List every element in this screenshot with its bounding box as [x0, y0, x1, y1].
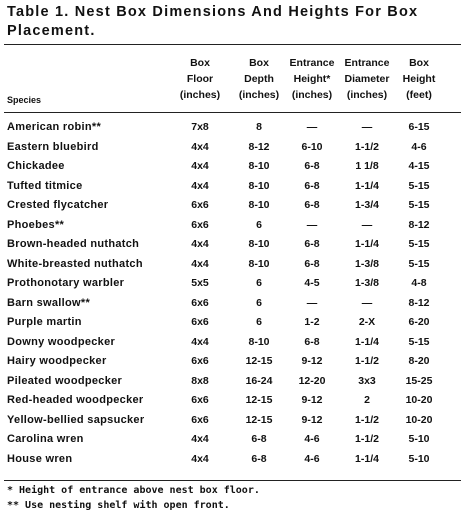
- cell-species: Pileated woodpecker: [7, 374, 123, 387]
- cell-floor: 6x6: [191, 296, 209, 309]
- cell-entrance-height: 4-6: [304, 433, 320, 445]
- cell-species: Crested flycatcher: [7, 199, 109, 211]
- cell-floor: 8x8: [191, 374, 209, 387]
- header-floor-line1: Box: [190, 57, 210, 69]
- table-row: [0, 371, 465, 391]
- cell-entrance-height: 4-6: [304, 452, 320, 465]
- header-box-height-line1: Box: [409, 57, 429, 69]
- table-row: [0, 176, 465, 196]
- cell-box-height: 10-20: [405, 394, 433, 406]
- cell-box-height: 4-6: [411, 140, 427, 153]
- cell-entrance-diameter: —: [361, 296, 373, 309]
- header-floor: [176, 55, 224, 103]
- table-row: [0, 390, 465, 410]
- table-row: [0, 156, 465, 176]
- header-depth-line3: (inches): [238, 89, 280, 101]
- cell-species: Downy woodpecker: [7, 335, 116, 348]
- cell-box-height: 5-15: [408, 199, 430, 211]
- cell-entrance-diameter: 1-1/4: [355, 179, 379, 192]
- cell-box-height: 15-25: [405, 374, 433, 387]
- cell-box-height: 4-15: [408, 160, 430, 172]
- header-rule: [4, 112, 461, 113]
- cell-entrance-diameter: —: [361, 121, 373, 133]
- cell-entrance-height: —: [306, 218, 318, 231]
- cell-entrance-diameter: 1-1/4: [355, 335, 379, 348]
- cell-depth: 8-10: [248, 179, 270, 192]
- cell-entrance-diameter: 1-3/8: [355, 277, 379, 289]
- cell-depth: 8-10: [248, 199, 270, 211]
- cell-species: Hairy woodpecker: [7, 355, 107, 367]
- header-entrance-diameter: [340, 55, 394, 103]
- cell-entrance-height: 6-8: [304, 199, 320, 211]
- cell-entrance-diameter: 1-1/2: [355, 413, 379, 426]
- cell-box-height: 5-15: [408, 257, 430, 270]
- cell-floor: 4x4: [191, 140, 209, 153]
- cell-species: House wren: [7, 452, 73, 465]
- cell-entrance-diameter: 1-1/4: [355, 452, 379, 465]
- top-rule: [4, 44, 461, 45]
- cell-box-height: 5-15: [408, 179, 430, 192]
- cell-entrance-height: 12-20: [298, 374, 326, 387]
- table-row: [0, 332, 465, 352]
- header-box-height: [396, 55, 442, 103]
- bottom-rule: [4, 480, 461, 481]
- header-entrance-height: [286, 55, 338, 103]
- cell-floor: 6x6: [191, 316, 209, 328]
- cell-box-height: 5-10: [408, 433, 430, 445]
- header-entrance-diameter-line2: Diameter: [344, 73, 390, 85]
- cell-box-height: 8-12: [408, 296, 430, 309]
- cell-entrance-diameter: 3x3: [358, 374, 376, 387]
- cell-floor: 4x4: [191, 452, 209, 465]
- cell-floor: 6x6: [191, 355, 209, 367]
- cell-floor: 6x6: [191, 413, 209, 426]
- table-row: [0, 351, 465, 371]
- cell-floor: 4x4: [191, 335, 209, 348]
- cell-depth: 16-24: [245, 374, 273, 387]
- cell-depth: 6: [256, 316, 262, 328]
- cell-depth: 8-10: [248, 160, 270, 172]
- cell-entrance-height: —: [306, 121, 318, 133]
- header-entrance-height-line1: Entrance: [289, 57, 335, 69]
- header-floor-line3: (inches): [179, 89, 221, 101]
- cell-species: Prothonotary warbler: [7, 277, 125, 289]
- cell-entrance-height: 4-5: [304, 277, 320, 289]
- footnote-2: ** Use nesting shelf with open front.: [7, 500, 230, 511]
- table-row: [0, 449, 465, 469]
- cell-entrance-diameter: 1 1/8: [355, 160, 379, 172]
- cell-entrance-height: 6-8: [304, 335, 320, 348]
- cell-entrance-diameter: 2: [364, 394, 370, 406]
- cell-species: Phoebes**: [7, 218, 65, 231]
- header-species-label: Species: [7, 95, 42, 105]
- cell-floor: 6x6: [191, 218, 209, 231]
- cell-entrance-height: 6-8: [304, 257, 320, 270]
- cell-entrance-height: 9-12: [301, 413, 323, 426]
- cell-species: Purple martin: [7, 316, 82, 328]
- header-depth-line1: Box: [249, 57, 269, 69]
- cell-species: Chickadee: [7, 160, 65, 172]
- cell-entrance-height: —: [306, 296, 318, 309]
- footnote-1: * Height of entrance above nest box floor.: [7, 485, 260, 496]
- cell-depth: 12-15: [245, 413, 273, 426]
- cell-species: Tufted titmice: [7, 179, 83, 192]
- cell-box-height: 5-15: [408, 335, 430, 348]
- table-row: [0, 293, 465, 313]
- cell-entrance-height: 6-8: [304, 179, 320, 192]
- cell-species: Red-headed woodpecker: [7, 394, 144, 406]
- cell-entrance-diameter: 1-1/2: [355, 355, 379, 367]
- cell-box-height: 6-20: [408, 316, 430, 328]
- cell-entrance-height: 1-2: [304, 316, 320, 328]
- cell-floor: 5x5: [191, 277, 209, 289]
- cell-species: Brown-headed nuthatch: [7, 238, 140, 250]
- table-row: [0, 215, 465, 235]
- cell-depth: 6-8: [251, 433, 267, 445]
- cell-box-height: 4-8: [411, 277, 427, 289]
- table-row: [0, 410, 465, 430]
- cell-depth: 6: [256, 296, 262, 309]
- cell-entrance-height: 6-8: [304, 238, 320, 250]
- table-title: Table 1. Nest Box Dimensions And Heights For Box Placement.: [7, 4, 419, 39]
- cell-depth: 6-8: [251, 452, 267, 465]
- cell-entrance-diameter: 1-3/8: [355, 257, 379, 270]
- cell-entrance-diameter: 1-1/4: [355, 238, 379, 250]
- header-species: [7, 92, 41, 108]
- cell-entrance-diameter: —: [361, 218, 373, 231]
- cell-entrance-height: 9-12: [301, 355, 323, 367]
- header-entrance-diameter-line3: (inches): [346, 89, 388, 101]
- cell-box-height: 8-20: [408, 355, 430, 367]
- cell-box-height: 5-10: [408, 452, 430, 465]
- cell-floor: 4x4: [191, 179, 209, 192]
- table-row: [0, 117, 465, 137]
- cell-entrance-height: 6-8: [304, 160, 320, 172]
- cell-depth: 6: [256, 218, 262, 231]
- cell-species: White-breasted nuthatch: [7, 257, 143, 270]
- header-box-height-line3: (feet): [406, 89, 432, 101]
- cell-species: Yellow-bellied sapsucker: [7, 413, 145, 426]
- cell-box-height: 5-15: [408, 238, 430, 250]
- cell-species: Carolina wren: [7, 433, 84, 445]
- header-entrance-height-line2: Height*: [293, 73, 331, 85]
- cell-entrance-diameter: 1-1/2: [355, 140, 379, 153]
- cell-depth: 6: [256, 277, 262, 289]
- cell-floor: 6x6: [191, 199, 209, 211]
- table-row: [0, 429, 465, 449]
- cell-floor: 6x6: [191, 394, 209, 406]
- cell-floor: 4x4: [191, 160, 209, 172]
- table-row: [0, 254, 465, 274]
- header-depth: [234, 55, 284, 103]
- cell-box-height: 6-15: [408, 121, 430, 133]
- cell-entrance-diameter: 1-1/2: [355, 433, 379, 445]
- header-depth-line2: Depth: [244, 73, 274, 85]
- cell-depth: 8-10: [248, 257, 270, 270]
- cell-species: American robin**: [7, 121, 102, 133]
- table-row: [0, 234, 465, 254]
- header-floor-line2: Floor: [186, 73, 214, 85]
- cell-depth: 12-15: [245, 355, 273, 367]
- cell-box-height: 8-12: [408, 218, 430, 231]
- header-box-height-line2: Height: [402, 73, 436, 85]
- table-row: [0, 195, 465, 215]
- cell-floor: 7x8: [191, 121, 209, 133]
- cell-depth: 12-15: [245, 394, 273, 406]
- cell-species: Barn swallow**: [7, 296, 91, 309]
- cell-entrance-diameter: 1-3/4: [355, 199, 379, 211]
- header-entrance-height-line3: (inches): [291, 89, 333, 101]
- cell-depth: 8-12: [248, 140, 270, 153]
- table-row: [0, 273, 465, 293]
- cell-entrance-height: 9-12: [301, 394, 323, 406]
- cell-depth: 8-10: [248, 335, 270, 348]
- cell-floor: 4x4: [191, 257, 209, 270]
- cell-entrance-diameter: 2-X: [358, 316, 376, 328]
- cell-entrance-height: 6-10: [301, 140, 323, 153]
- table-row: [0, 312, 465, 332]
- header-entrance-diameter-line1: Entrance: [344, 57, 390, 69]
- table-row: [0, 137, 465, 157]
- cell-depth: 8: [256, 121, 262, 133]
- cell-floor: 4x4: [191, 238, 209, 250]
- cell-box-height: 10-20: [405, 413, 433, 426]
- cell-depth: 8-10: [248, 238, 270, 250]
- cell-species: Eastern bluebird: [7, 140, 99, 153]
- cell-floor: 4x4: [191, 433, 209, 445]
